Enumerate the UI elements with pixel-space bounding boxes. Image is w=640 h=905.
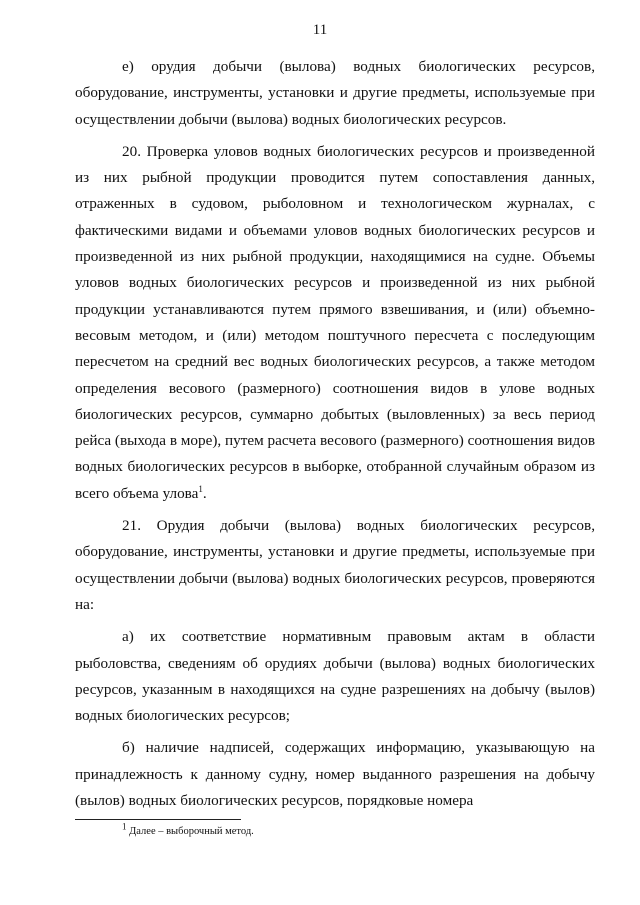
footnote-marker: 1 xyxy=(122,821,127,832)
paragraph-20-text: 20. Проверка уловов водных биологических ресурсов и произведенной из них рыбной продукции проводится путем сопоставления данных, отраженных в судовом, рыболовном и технологическом журналах, с фактическими видами и объемами уловов водных биологических ресурсов и произведенной из них рыбной продукции, находящимися на судне. Объемы уловов водных биологических ресурсов и произведенной из них рыбной продукции устанавливаются путем прямого взвешивания, и (или) объемно-весовым методом, и (или) методом поштучного пересчета с последующим пересчетом на средний вес водных биологических ресурсов, а также методом определения весового (размерного) соотношения видов в улове водных биологических ресурсов, суммарно добытых (выловленных) за весь период рейса (выхода в море), путем расчета весового (размерного) соотношения видов водных биологических ресурсов в выборке, отобранной случайным образом из всего объема улова xyxy=(75,142,595,502)
body-text xyxy=(75,54,595,820)
footnote-reference: 1 xyxy=(198,483,203,494)
footnote-text: Далее – выборочный метод. xyxy=(126,826,254,837)
paragraph-item-a: а) их соответствие нормативным правовым актам в области рыболовства, сведениям об орудиях добычи (вылова) водных биологических ресурсов, указанным в находящихся на судне разрешениях на добычу (вылов) водных биологических ресурсов; xyxy=(75,628,595,725)
paragraph-20-end: . xyxy=(202,484,207,502)
paragraph-21: 21. Орудия добычи (вылова) водных биологических ресурсов, оборудование, инструменты, установки и другие предметы, используемые при осуществлении добычи (вылова) водных биологических ресурсов, проверяются на: xyxy=(75,517,595,613)
page-number: 11 xyxy=(312,22,328,38)
footnote-divider xyxy=(75,819,241,820)
paragraph-20 xyxy=(75,139,595,507)
footnote xyxy=(122,821,254,837)
paragraph-item-b: б) наличие надписей, содержащих информацию, указывающую на принадлежность к данному судну, номер выданного разрешения на добычу (вылов) водных биологических ресурсов, порядковые номера xyxy=(75,739,595,810)
paragraph-item-e: е) орудия добычи (вылова) водных биологических ресурсов, оборудование, инструменты, установки и другие предметы, используемые при осуществлении добычи (вылова) водных биологических ресурсов. xyxy=(75,58,595,128)
